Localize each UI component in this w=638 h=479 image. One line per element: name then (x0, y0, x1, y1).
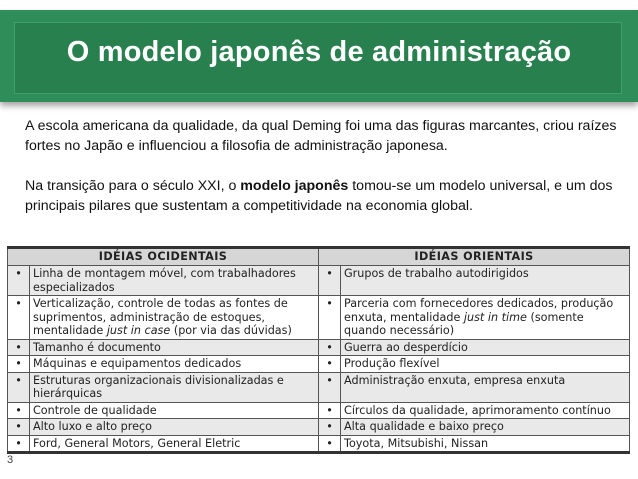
eastern-idea-cell: Grupos de trabalho autodirigidos (341, 266, 630, 296)
western-idea-cell: Controle de qualidade (30, 402, 319, 419)
bullet: • (8, 402, 30, 419)
western-idea-cell: Tamanho é documento (30, 339, 319, 356)
bullet: • (319, 339, 341, 356)
p2-text-end: tomou-se um modelo universal, e um dos principais pilares que sustentam a competitividade na economia global. (25, 178, 613, 214)
cell-text: (por via das dúvidas) (170, 324, 292, 337)
bullet: • (8, 266, 30, 296)
bullet: • (8, 356, 30, 373)
ideas-comparison-table (7, 246, 630, 454)
western-idea-cell: Ford, General Motors, General Eletric (30, 435, 319, 453)
bullet: • (8, 296, 30, 340)
eastern-idea-cell: Administração enxuta, empresa enxuta (341, 372, 630, 402)
cell-italic-term: just in time (463, 310, 527, 324)
header-western-ideas: IDÉIAS OCIDENTAIS (8, 248, 319, 266)
cell-text: (somente quando necessário) (344, 310, 584, 337)
table-row (8, 372, 630, 402)
p2-bold-term: modelo japonês (240, 178, 349, 194)
slide-title: O modelo japonês de administração (66, 36, 572, 68)
bullet: • (8, 435, 30, 453)
eastern-idea-cell: Produção flexível (341, 356, 630, 373)
bullet: • (8, 339, 30, 356)
cell-italic-term: just in case (106, 324, 171, 337)
western-idea-cell: Linha de montagem móvel, com trabalhadores especializados (30, 266, 319, 296)
bullet: • (319, 419, 341, 436)
page-number: 3 (7, 454, 14, 466)
bullet: • (319, 435, 341, 453)
eastern-idea-cell: Guerra ao desperdício (341, 339, 630, 356)
western-idea-cell: Estruturas organizacionais divisionalizadas e hierárquicas (30, 372, 319, 402)
table-row (8, 402, 630, 419)
cell-text: Verticalização, controle de todas as fontes de suprimentos, administração de estoques, mentalidade (33, 297, 288, 337)
bullet: • (319, 372, 341, 402)
bullet: • (319, 356, 341, 373)
western-idea-cell (30, 296, 319, 340)
western-idea-cell: Máquinas e equipamentos dedicados (30, 356, 319, 373)
table-row (8, 296, 630, 340)
table-header-row (8, 248, 630, 266)
eastern-idea-cell: Toyota, Mitsubishi, Nissan (341, 435, 630, 453)
table-row (8, 419, 630, 436)
p2-text-start: Na transição para o século XXI, o (25, 178, 241, 194)
cell-text: Parceria com fornecedores dedicados, produção enxuta, mentalidade (344, 297, 614, 324)
table-row (8, 435, 630, 453)
intro-paragraph: A escola americana da qualidade, da qual Deming foi uma das figuras marcantes, criou raízes fortes no Japão e influenciou a filosofia de administração japonesa. (25, 118, 617, 154)
bullet: • (8, 372, 30, 402)
bullet: • (8, 419, 30, 436)
eastern-idea-cell: Alta qualidade e baixo preço (341, 419, 630, 436)
bullet: • (319, 402, 341, 419)
table-row (8, 339, 630, 356)
bullet: • (319, 296, 341, 340)
second-paragraph (25, 176, 625, 216)
western-idea-cell: Alto luxo e alto preço (30, 419, 319, 436)
table-row (8, 266, 630, 296)
table-row (8, 356, 630, 373)
eastern-idea-cell (341, 296, 630, 340)
bullet: • (319, 266, 341, 296)
eastern-idea-cell: Círculos da qualidade, aprimoramento contínuo (341, 402, 630, 419)
header-eastern-ideas: IDÉIAS ORIENTAIS (319, 248, 630, 266)
